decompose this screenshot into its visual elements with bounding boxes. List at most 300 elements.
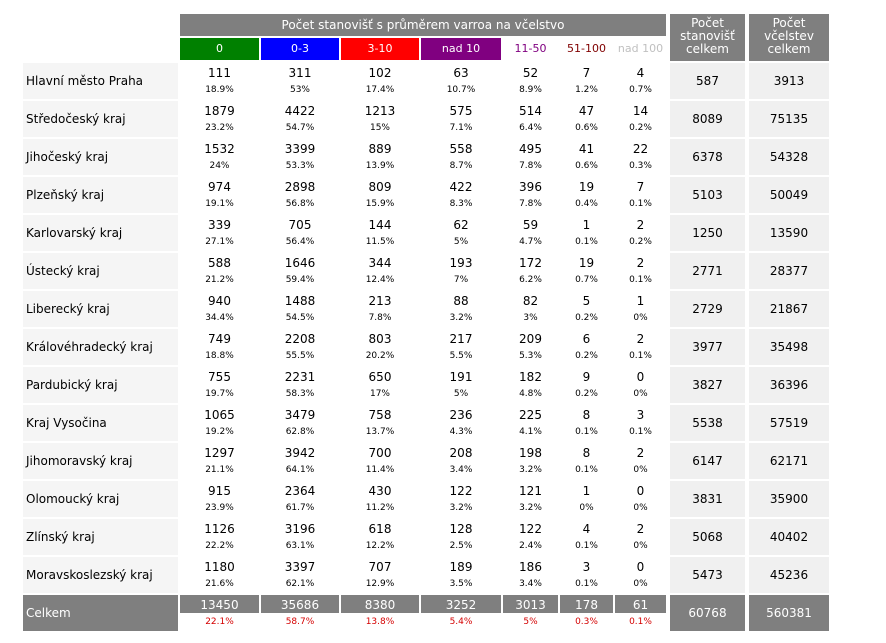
percent-value: 7.8% xyxy=(519,199,542,209)
count-value: 14 xyxy=(632,104,649,118)
table-row xyxy=(23,101,833,137)
region-name: Středočeský kraj xyxy=(23,101,178,137)
count-cell xyxy=(560,177,613,213)
count-value: 618 xyxy=(368,522,392,536)
percent-value: 4.1% xyxy=(519,427,542,437)
count-value: 59 xyxy=(522,218,539,232)
count-cell xyxy=(503,595,558,631)
count-value: 0 xyxy=(636,484,645,498)
count-value: 3397 xyxy=(284,560,316,574)
table-row xyxy=(23,367,833,403)
count-value: 396 xyxy=(519,180,542,194)
count-cell xyxy=(560,595,613,631)
count-cell xyxy=(615,291,666,327)
percent-value: 4.8% xyxy=(519,389,542,399)
count-cell xyxy=(180,139,259,175)
count-value: 1488 xyxy=(284,294,316,308)
count-cell xyxy=(560,443,613,479)
count-value: 803 xyxy=(368,332,392,346)
percent-value: 21.6% xyxy=(205,579,234,589)
percent-value: 10.7% xyxy=(446,85,476,95)
count-value: 8 xyxy=(582,408,591,422)
table-row xyxy=(23,253,833,289)
count-cell xyxy=(503,139,558,175)
count-value: 182 xyxy=(519,370,542,384)
count-value: 2364 xyxy=(284,484,316,498)
count-cell xyxy=(261,215,339,251)
count-cell xyxy=(503,557,558,593)
count-value: 5 xyxy=(582,294,591,308)
percent-value: 0.6% xyxy=(575,161,598,171)
total-colonies-header: Počet včelstev celkem xyxy=(749,14,829,61)
count-cell xyxy=(560,63,613,99)
count-value: 755 xyxy=(208,370,231,384)
percent-value: 0% xyxy=(633,541,648,551)
category-header-4: 11-50 xyxy=(503,38,558,60)
percent-value: 5.4% xyxy=(421,613,501,631)
percent-value: 0.2% xyxy=(575,351,598,361)
percent-value: 12.2% xyxy=(365,541,395,551)
count-value: 6 xyxy=(582,332,591,346)
count-value: 7 xyxy=(636,180,645,194)
count-value: 52 xyxy=(522,66,539,80)
percent-value: 4.3% xyxy=(449,427,473,437)
count-value: 4422 xyxy=(284,104,316,118)
count-value: 758 xyxy=(368,408,392,422)
percent-value: 0.3% xyxy=(560,613,613,631)
count-value: 35686 xyxy=(280,598,320,612)
percent-value: 8.9% xyxy=(519,85,542,95)
region-name: Zlínský kraj xyxy=(23,519,178,555)
count-value: 809 xyxy=(368,180,392,194)
total-sites-cell: 1250 xyxy=(670,215,745,251)
table-row xyxy=(23,215,833,251)
count-value: 41 xyxy=(578,142,595,156)
count-value: 344 xyxy=(368,256,392,270)
count-value: 558 xyxy=(449,142,473,156)
percent-value: 0.2% xyxy=(629,123,652,133)
count-cell xyxy=(341,557,419,593)
count-cell xyxy=(341,291,419,327)
count-value: 1126 xyxy=(204,522,235,536)
table-row xyxy=(23,519,833,555)
count-cell xyxy=(261,557,339,593)
percent-value: 5% xyxy=(453,389,469,399)
percent-value: 3.5% xyxy=(449,579,473,589)
count-value: 186 xyxy=(519,560,542,574)
count-value: 2 xyxy=(636,332,645,346)
count-cell xyxy=(421,557,501,593)
count-value: 2231 xyxy=(284,370,316,384)
count-value: 700 xyxy=(368,446,392,460)
count-cell xyxy=(180,63,259,99)
total-colonies-cell: 35900 xyxy=(749,481,829,517)
region-name: Jihomoravský kraj xyxy=(23,443,178,479)
count-cell xyxy=(421,253,501,289)
percent-value: 19.2% xyxy=(205,427,234,437)
count-cell xyxy=(421,481,501,517)
percent-value: 61.7% xyxy=(285,503,315,513)
count-cell xyxy=(560,557,613,593)
percent-value: 0.6% xyxy=(575,123,598,133)
count-cell xyxy=(180,595,259,631)
percent-value: 0.1% xyxy=(629,427,652,437)
percent-value: 3.2% xyxy=(449,503,473,513)
count-value: 82 xyxy=(522,294,539,308)
region-name: Jihočeský kraj xyxy=(23,139,178,175)
region-name: Ústecký kraj xyxy=(23,253,178,289)
percent-value: 56.8% xyxy=(285,199,315,209)
count-value: 189 xyxy=(449,560,473,574)
count-value: 217 xyxy=(449,332,473,346)
count-cell xyxy=(615,329,666,365)
count-cell xyxy=(180,177,259,213)
count-value: 144 xyxy=(368,218,392,232)
count-cell xyxy=(421,329,501,365)
count-cell xyxy=(341,177,419,213)
percent-value: 2.5% xyxy=(449,541,473,551)
count-cell xyxy=(180,367,259,403)
region-name: Karlovarský kraj xyxy=(23,215,178,251)
count-cell xyxy=(341,329,419,365)
total-colonies-cell: 35498 xyxy=(749,329,829,365)
percent-value: 11.4% xyxy=(365,465,395,475)
percent-value: 23.9% xyxy=(205,503,234,513)
percent-value: 12.4% xyxy=(365,275,395,285)
percent-value: 3.2% xyxy=(449,313,473,323)
table-row xyxy=(23,481,833,517)
count-value: 915 xyxy=(208,484,231,498)
count-cell xyxy=(615,405,666,441)
count-cell xyxy=(341,139,419,175)
percent-value: 0% xyxy=(579,503,594,513)
total-sites-cell: 5538 xyxy=(670,405,745,441)
count-value: 61 xyxy=(632,598,649,612)
count-value: 102 xyxy=(368,66,392,80)
count-cell xyxy=(341,443,419,479)
percent-value: 1.2% xyxy=(575,85,598,95)
count-cell xyxy=(615,595,666,631)
count-cell xyxy=(341,519,419,555)
count-cell xyxy=(341,367,419,403)
percent-value: 5.3% xyxy=(519,351,542,361)
count-value: 514 xyxy=(519,104,542,118)
percent-value: 13.7% xyxy=(365,427,395,437)
percent-value: 2.4% xyxy=(519,541,542,551)
region-name: Kraj Vysočina xyxy=(23,405,178,441)
count-cell xyxy=(560,215,613,251)
percent-value: 0.2% xyxy=(575,389,598,399)
count-cell xyxy=(261,481,339,517)
count-cell xyxy=(503,291,558,327)
total-colonies-cell: 50049 xyxy=(749,177,829,213)
count-value: 62 xyxy=(453,218,469,232)
count-cell xyxy=(421,443,501,479)
count-cell xyxy=(503,367,558,403)
percent-value: 5.5% xyxy=(449,351,473,361)
count-value: 1 xyxy=(636,294,645,308)
percent-value: 4.7% xyxy=(519,237,542,247)
count-cell xyxy=(261,595,339,631)
total-sites-cell: 6378 xyxy=(670,139,745,175)
percent-value: 6.4% xyxy=(519,123,542,133)
count-cell xyxy=(503,215,558,251)
count-cell xyxy=(180,291,259,327)
count-value: 889 xyxy=(368,142,392,156)
total-colonies-cell: 40402 xyxy=(749,519,829,555)
count-cell xyxy=(261,101,339,137)
total-sites-cell: 60768 xyxy=(670,595,745,631)
percent-value: 27.1% xyxy=(205,237,234,247)
percent-value: 0% xyxy=(633,465,648,475)
table-row xyxy=(23,405,833,441)
count-cell xyxy=(560,291,613,327)
category-header-0: 0 xyxy=(180,38,259,60)
count-value: 198 xyxy=(519,446,542,460)
total-sites-cell: 5473 xyxy=(670,557,745,593)
count-cell xyxy=(503,443,558,479)
region-name: Olomoucký kraj xyxy=(23,481,178,517)
count-cell xyxy=(421,291,501,327)
region-name: Pardubický kraj xyxy=(23,367,178,403)
count-cell xyxy=(421,177,501,213)
total-colonies-cell: 21867 xyxy=(749,291,829,327)
total-sites-cell: 3831 xyxy=(670,481,745,517)
count-cell xyxy=(180,101,259,137)
region-name: Královéhradecký kraj xyxy=(23,329,178,365)
count-value: 1297 xyxy=(204,446,235,460)
total-colonies-cell: 36396 xyxy=(749,367,829,403)
total-sites-cell: 3977 xyxy=(670,329,745,365)
count-cell xyxy=(503,481,558,517)
table-row xyxy=(23,63,833,99)
count-value: 2 xyxy=(636,446,645,460)
count-cell xyxy=(560,519,613,555)
count-value: 191 xyxy=(449,370,473,384)
count-cell xyxy=(615,101,666,137)
count-cell xyxy=(261,291,339,327)
total-colonies-cell: 54328 xyxy=(749,139,829,175)
percent-value: 0% xyxy=(633,503,648,513)
category-header-5: 51-100 xyxy=(560,38,613,60)
count-cell xyxy=(421,595,501,631)
count-value: 422 xyxy=(449,180,473,194)
count-value: 8 xyxy=(582,446,591,460)
count-cell xyxy=(180,405,259,441)
table-row xyxy=(23,443,833,479)
count-cell xyxy=(341,101,419,137)
total-colonies-cell: 3913 xyxy=(749,63,829,99)
count-value: 213 xyxy=(368,294,392,308)
count-value: 0 xyxy=(636,560,645,574)
count-cell xyxy=(341,405,419,441)
percent-value: 54.7% xyxy=(285,123,315,133)
count-value: 47 xyxy=(578,104,595,118)
count-cell xyxy=(503,519,558,555)
count-cell xyxy=(261,443,339,479)
total-sites-cell: 5103 xyxy=(670,177,745,213)
count-cell xyxy=(341,63,419,99)
percent-value: 0.1% xyxy=(629,275,652,285)
percent-value: 0.3% xyxy=(629,161,652,171)
total-sites-header: Počet stanovišť celkem xyxy=(670,14,745,61)
count-value: 172 xyxy=(519,256,542,270)
group-header: Počet stanovišť s průměrem varroa na včelstvo xyxy=(180,14,666,36)
percent-value: 19.7% xyxy=(205,389,234,399)
count-cell xyxy=(560,101,613,137)
count-value: 1213 xyxy=(364,104,396,118)
count-cell xyxy=(560,367,613,403)
count-cell xyxy=(560,481,613,517)
count-cell xyxy=(261,253,339,289)
total-sites-cell: 587 xyxy=(670,63,745,99)
count-value: 208 xyxy=(449,446,473,460)
percent-value: 20.2% xyxy=(365,351,395,361)
percent-value: 0.1% xyxy=(615,613,666,631)
count-value: 9 xyxy=(582,370,591,384)
percent-value: 24% xyxy=(209,161,230,171)
count-cell xyxy=(615,481,666,517)
count-value: 178 xyxy=(575,598,598,612)
percent-value: 0.7% xyxy=(575,275,598,285)
count-value: 1 xyxy=(582,484,591,498)
percent-value: 0.4% xyxy=(575,199,598,209)
count-value: 4 xyxy=(582,522,591,536)
count-cell xyxy=(503,63,558,99)
count-cell xyxy=(261,519,339,555)
category-header-3: nad 10 xyxy=(421,38,501,60)
percent-value: 3.4% xyxy=(519,579,542,589)
count-value: 3479 xyxy=(284,408,316,422)
count-value: 940 xyxy=(208,294,231,308)
total-colonies-cell: 45236 xyxy=(749,557,829,593)
percent-value: 0.7% xyxy=(629,85,652,95)
count-value: 705 xyxy=(288,218,312,232)
count-value: 430 xyxy=(368,484,392,498)
count-value: 1879 xyxy=(204,104,235,118)
count-cell xyxy=(560,253,613,289)
region-name: Moravskoslezský kraj xyxy=(23,557,178,593)
count-cell xyxy=(421,139,501,175)
total-colonies-cell: 560381 xyxy=(749,595,829,631)
count-value: 22 xyxy=(632,142,649,156)
percent-value: 13.8% xyxy=(341,613,419,631)
percent-value: 8.3% xyxy=(449,199,473,209)
count-cell xyxy=(180,557,259,593)
count-cell xyxy=(503,253,558,289)
count-cell xyxy=(261,177,339,213)
count-value: 4 xyxy=(636,66,645,80)
percent-value: 21.2% xyxy=(205,275,234,285)
count-cell xyxy=(560,329,613,365)
count-cell xyxy=(421,405,501,441)
count-cell xyxy=(503,329,558,365)
percent-value: 63.1% xyxy=(285,541,315,551)
count-value: 588 xyxy=(208,256,231,270)
count-value: 63 xyxy=(453,66,469,80)
category-header-6: nad 100 xyxy=(615,38,666,60)
percent-value: 53.3% xyxy=(285,161,315,171)
table-row xyxy=(23,557,833,593)
count-cell xyxy=(503,405,558,441)
percent-value: 59.4% xyxy=(285,275,315,285)
percent-value: 8.7% xyxy=(449,161,473,171)
percent-value: 5% xyxy=(503,613,558,631)
total-colonies-cell: 57519 xyxy=(749,405,829,441)
region-name: Celkem xyxy=(23,595,178,631)
count-value: 3 xyxy=(582,560,591,574)
percent-value: 7.1% xyxy=(449,123,473,133)
count-value: 209 xyxy=(519,332,542,346)
percent-value: 0.2% xyxy=(575,313,598,323)
count-cell xyxy=(341,215,419,251)
total-sites-cell: 2729 xyxy=(670,291,745,327)
count-value: 122 xyxy=(449,484,473,498)
count-value: 707 xyxy=(368,560,392,574)
count-value: 0 xyxy=(636,370,645,384)
percent-value: 15% xyxy=(369,123,390,133)
percent-value: 62.1% xyxy=(285,579,315,589)
percent-value: 17% xyxy=(369,389,390,399)
total-colonies-cell: 13590 xyxy=(749,215,829,251)
count-cell xyxy=(180,443,259,479)
percent-value: 0.2% xyxy=(629,237,652,247)
percent-value: 0.1% xyxy=(575,579,598,589)
count-value: 311 xyxy=(288,66,312,80)
count-cell xyxy=(560,139,613,175)
percent-value: 64.1% xyxy=(285,465,315,475)
total-colonies-cell: 75135 xyxy=(749,101,829,137)
count-value: 3399 xyxy=(284,142,316,156)
count-cell xyxy=(560,405,613,441)
count-cell xyxy=(503,177,558,213)
total-sites-cell: 2771 xyxy=(670,253,745,289)
count-cell xyxy=(261,139,339,175)
percent-value: 7.8% xyxy=(519,161,542,171)
count-value: 2 xyxy=(636,218,645,232)
percent-value: 56.4% xyxy=(285,237,315,247)
count-cell xyxy=(615,253,666,289)
percent-value: 0% xyxy=(633,579,648,589)
count-value: 19 xyxy=(578,256,595,270)
count-value: 2898 xyxy=(284,180,316,194)
count-value: 8380 xyxy=(364,598,396,612)
percent-value: 0.1% xyxy=(575,427,598,437)
percent-value: 0% xyxy=(633,389,648,399)
count-cell xyxy=(341,481,419,517)
count-value: 650 xyxy=(368,370,392,384)
count-cell xyxy=(421,519,501,555)
percent-value: 18.9% xyxy=(205,85,234,95)
count-value: 2208 xyxy=(284,332,316,346)
count-value: 2 xyxy=(636,522,645,536)
count-cell xyxy=(421,215,501,251)
region-name: Plzeňský kraj xyxy=(23,177,178,213)
count-cell xyxy=(615,177,666,213)
percent-value: 18.8% xyxy=(205,351,234,361)
percent-value: 3.2% xyxy=(519,503,542,513)
category-header-2: 3-10 xyxy=(341,38,419,60)
percent-value: 0.1% xyxy=(575,237,598,247)
count-value: 3942 xyxy=(284,446,316,460)
count-value: 575 xyxy=(449,104,473,118)
table-row xyxy=(23,291,833,327)
percent-value: 17.4% xyxy=(365,85,395,95)
percent-value: 58.3% xyxy=(285,389,315,399)
count-value: 1065 xyxy=(204,408,235,422)
count-cell xyxy=(615,557,666,593)
count-value: 7 xyxy=(582,66,591,80)
